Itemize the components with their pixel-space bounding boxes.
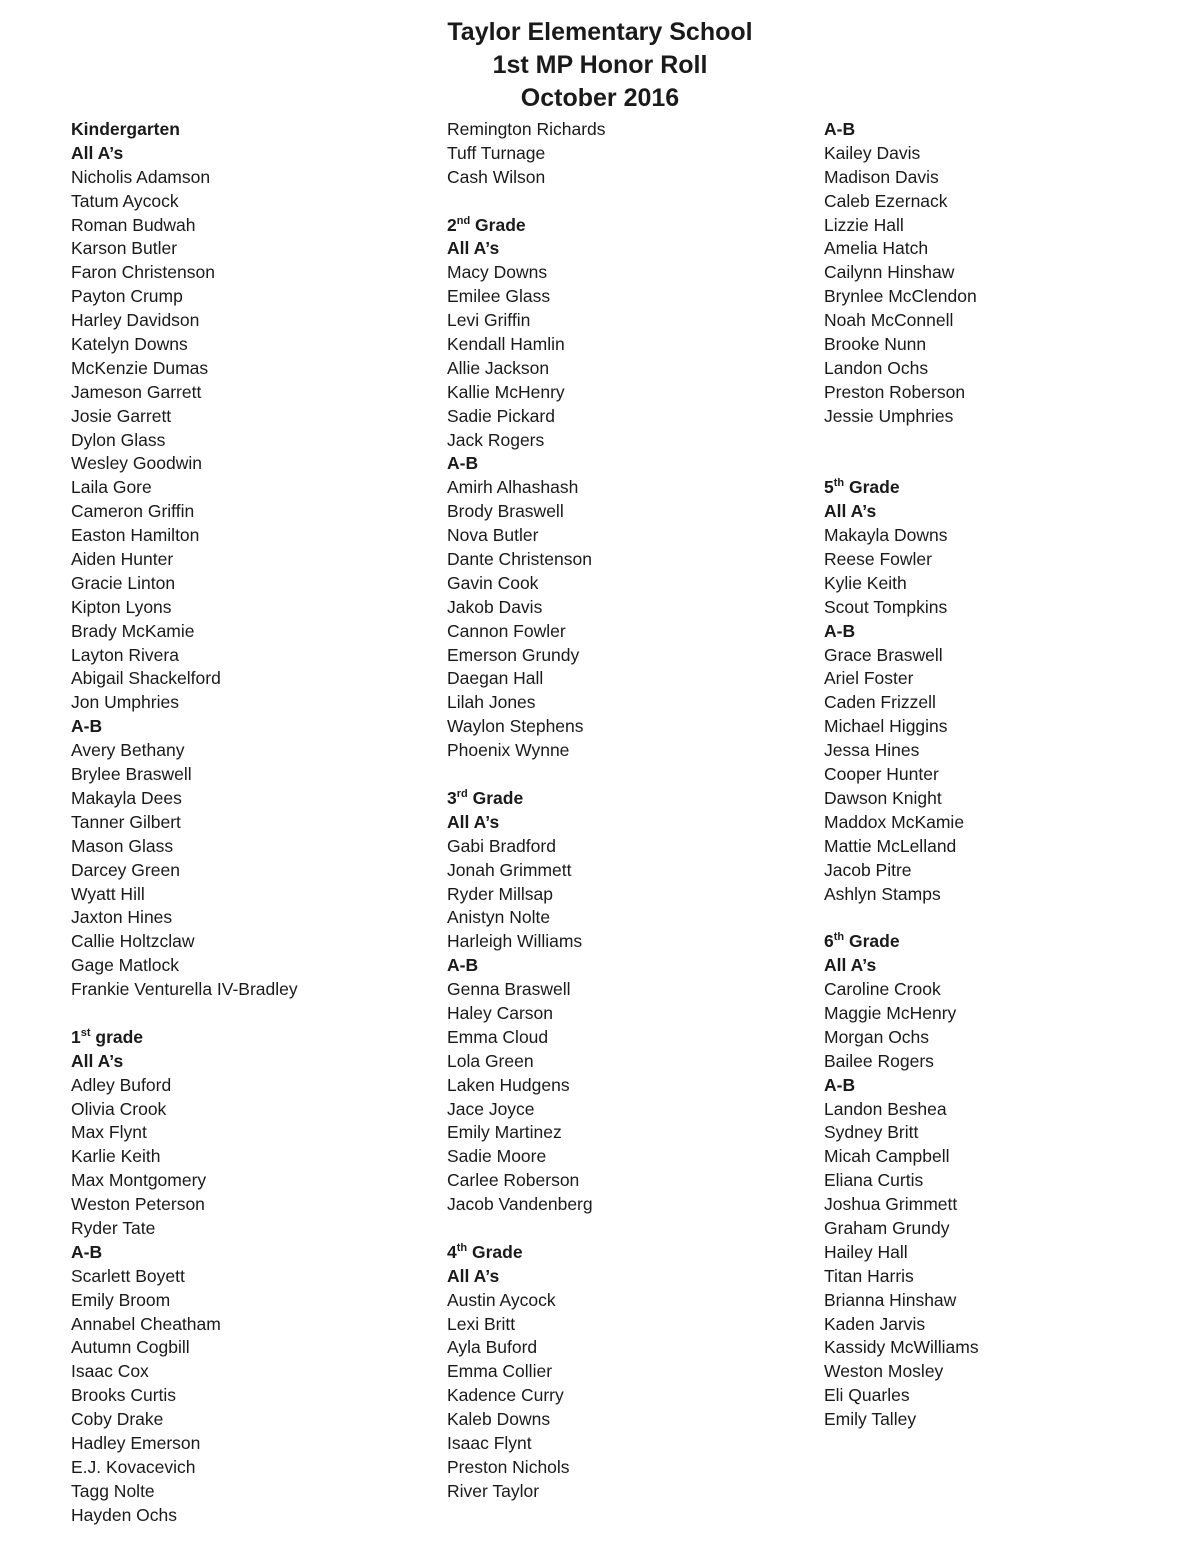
student-name: Waylon Stephens (447, 716, 584, 737)
student-name: Cooper Hunter (824, 764, 939, 785)
student-name: Wyatt Hill (71, 883, 145, 904)
student-name: Hailey Hall (824, 1241, 908, 1262)
student-name: Emma Cloud (447, 1026, 549, 1047)
student-name: McKenzie Dumas (71, 357, 209, 378)
student-name: Isaac Flynt (447, 1432, 532, 1453)
student-name: Layton Rivera (71, 644, 179, 665)
student-name: Mattie McLelland (824, 835, 957, 856)
section-heading: All A’s (447, 238, 500, 259)
honor-roll-column-3 (824, 118, 1164, 1432)
section-heading: All A’s (71, 142, 124, 163)
document-date: October 2016 (520, 84, 680, 112)
student-name: Laila Gore (71, 477, 152, 498)
student-name: Adley Buford (71, 1074, 172, 1095)
grade-number: 3 (447, 787, 457, 808)
student-name: Easton Hamilton (71, 525, 200, 546)
student-name: Brooks Curtis (71, 1385, 177, 1406)
grade-word: Grade (844, 477, 900, 498)
grade-ordinal-suffix: st (80, 1027, 91, 1040)
student-name: Caroline Crook (824, 979, 941, 1000)
student-name: Jonah Grimmett (447, 859, 572, 880)
student-name: Jakob Davis (447, 596, 543, 617)
student-name: Payton Crump (71, 286, 183, 307)
student-name: Ryder Millsap (447, 883, 553, 904)
student-name: Anistyn Nolte (447, 907, 551, 928)
student-name: Emily Talley (824, 1409, 917, 1430)
student-name: Scout Tompkins (824, 596, 948, 617)
document-header (0, 16, 1200, 115)
student-name: Kaleb Downs (447, 1409, 551, 1430)
blank-line (824, 906, 1164, 930)
section-heading: All A’s (447, 811, 500, 832)
section-heading: A-B (447, 955, 479, 976)
honor-roll-column-2 (447, 118, 787, 1504)
student-name: Gavin Cook (447, 572, 539, 593)
grade-number: 2 (447, 214, 457, 235)
student-name: Cameron Griffin (71, 501, 195, 522)
student-name: Remington Richards (447, 119, 606, 139)
student-name: Cailynn Hinshaw (824, 262, 955, 283)
student-name: Scarlett Boyett (71, 1265, 185, 1286)
student-name: Mason Glass (71, 835, 174, 856)
student-name: Dante Christenson (447, 549, 592, 570)
student-name: Reese Fowler (824, 549, 932, 570)
grade-heading (447, 214, 787, 238)
section-heading: All A’s (71, 1050, 124, 1071)
section-heading: Kindergarten (71, 119, 180, 139)
student-name: Jacob Vandenberg (447, 1194, 593, 1215)
student-name: Makayla Dees (71, 787, 182, 808)
student-name: Brady McKamie (71, 620, 195, 641)
student-name: Joshua Grimmett (824, 1194, 958, 1215)
student-name: Max Flynt (71, 1122, 147, 1143)
student-name: Weston Peterson (71, 1194, 205, 1215)
student-name: Ashlyn Stamps (824, 883, 941, 904)
student-name: Hadley Emerson (71, 1432, 201, 1453)
student-name: Nova Butler (447, 525, 539, 546)
student-name: Dylon Glass (71, 429, 166, 450)
student-name: Amirh Alhashash (447, 477, 579, 498)
grade-word: Grade (467, 1241, 523, 1262)
grade-number: 4 (447, 1241, 457, 1262)
student-name: Eli Quarles (824, 1385, 910, 1406)
student-name: Graham Grundy (824, 1217, 950, 1238)
student-name: Aiden Hunter (71, 549, 174, 570)
grade-ordinal-suffix: th (456, 1242, 468, 1255)
student-name: Allie Jackson (447, 357, 550, 378)
grade-heading (824, 930, 1164, 954)
student-name: Preston Nichols (447, 1456, 570, 1477)
student-name: Avery Bethany (71, 740, 185, 761)
student-name: Roman Budwah (71, 214, 196, 235)
grade-heading (824, 476, 1164, 500)
student-name: Daegan Hall (447, 668, 544, 689)
student-name: Wesley Goodwin (71, 453, 202, 474)
student-name: Olivia Crook (71, 1098, 167, 1119)
student-name: Coby Drake (71, 1409, 164, 1430)
student-name: Caden Frizzell (824, 692, 936, 713)
student-name: Phoenix Wynne (447, 740, 570, 761)
student-name: Eliana Curtis (824, 1170, 924, 1191)
student-name: Jace Joyce (447, 1098, 535, 1119)
student-name: Kylie Keith (824, 572, 907, 593)
honor-roll-column-1 (71, 118, 411, 1528)
student-name: Ryder Tate (71, 1217, 156, 1238)
student-name: Brynlee McClendon (824, 286, 977, 307)
grade-number: 1 (71, 1026, 81, 1047)
grade-word: Grade (470, 214, 526, 235)
student-name: Harley Davidson (71, 310, 200, 331)
student-name: Frankie Venturella IV-Bradley (71, 979, 298, 1000)
student-name: Sydney Britt (824, 1122, 919, 1143)
section-heading: All A’s (824, 501, 877, 522)
student-name: Ariel Foster (824, 668, 914, 689)
student-name: Sadie Pickard (447, 405, 555, 426)
document-title: 1st MP Honor Roll (492, 51, 708, 79)
blank-line (447, 763, 787, 787)
student-name: River Taylor (447, 1480, 540, 1501)
student-name: Josie Garrett (71, 405, 172, 426)
student-name: Noah McConnell (824, 310, 954, 331)
student-name: E.J. Kovacevich (71, 1456, 196, 1477)
student-name: Micah Campbell (824, 1146, 950, 1167)
student-name: Tanner Gilbert (71, 811, 181, 832)
section-heading: A-B (824, 119, 856, 139)
student-name: Brylee Braswell (71, 764, 192, 785)
student-name: Annabel Cheatham (71, 1313, 221, 1334)
student-name: Brody Braswell (447, 501, 564, 522)
student-name: Amelia Hatch (824, 238, 929, 259)
grade-ordinal-suffix: th (833, 477, 845, 490)
student-name: Brianna Hinshaw (824, 1289, 957, 1310)
student-name: Levi Griffin (447, 310, 531, 331)
student-name: Jessie Umphries (824, 405, 954, 426)
blank-line (447, 190, 787, 214)
blank-line (71, 1002, 411, 1026)
section-heading: A-B (71, 716, 103, 737)
student-name: Lola Green (447, 1050, 534, 1071)
student-name: Sadie Moore (447, 1146, 547, 1167)
blank-line (824, 429, 1164, 453)
student-name: Maggie McHenry (824, 1002, 957, 1023)
blank-line (824, 452, 1164, 476)
student-name: Bailee Rogers (824, 1050, 934, 1071)
student-name: Karson Butler (71, 238, 178, 259)
blank-line (447, 1217, 787, 1241)
student-name: Katelyn Downs (71, 334, 188, 355)
student-name: Kailey Davis (824, 142, 921, 163)
student-name: Jessa Hines (824, 740, 920, 761)
student-name: Max Montgomery (71, 1170, 207, 1191)
student-name: Michael Higgins (824, 716, 948, 737)
student-name: Jameson Garrett (71, 381, 202, 402)
student-name: Cash Wilson (447, 166, 546, 187)
student-name: Faron Christenson (71, 262, 215, 283)
student-name: Maddox McKamie (824, 811, 965, 832)
student-name: Landon Ochs (824, 357, 929, 378)
student-name: Titan Harris (824, 1265, 914, 1286)
student-name: Harleigh Williams (447, 931, 583, 952)
student-name: Emily Broom (71, 1289, 171, 1310)
student-name: Lizzie Hall (824, 214, 904, 235)
student-name: Kadence Curry (447, 1385, 564, 1406)
section-heading: All A’s (824, 955, 877, 976)
student-name: Emma Collier (447, 1361, 553, 1382)
student-name: Gracie Linton (71, 572, 176, 593)
student-name: Haley Carson (447, 1002, 554, 1023)
student-name: Cannon Fowler (447, 620, 566, 641)
section-heading: A-B (824, 1074, 856, 1095)
student-name: Nicholis Adamson (71, 166, 211, 187)
student-name: Lexi Britt (447, 1313, 516, 1334)
student-name: Jon Umphries (71, 692, 179, 713)
grade-word: Grade (467, 787, 524, 808)
student-name: Kendall Hamlin (447, 334, 565, 355)
student-name: Isaac Cox (71, 1361, 149, 1382)
school-name: Taylor Elementary School (447, 18, 753, 46)
section-heading: A-B (447, 453, 479, 474)
student-name: Jaxton Hines (71, 907, 173, 928)
student-name: Kassidy McWilliams (824, 1337, 979, 1358)
student-name: Morgan Ochs (824, 1026, 930, 1047)
student-name: Weston Mosley (824, 1361, 944, 1382)
student-name: Macy Downs (447, 262, 548, 283)
grade-heading (447, 787, 787, 811)
student-name: Tuff Turnage (447, 142, 546, 163)
student-name: Hayden Ochs (71, 1504, 178, 1525)
grade-number: 6 (824, 931, 834, 952)
student-name: Karlie Keith (71, 1146, 161, 1167)
section-heading: All A’s (447, 1265, 500, 1286)
grade-ordinal-suffix: th (833, 931, 845, 944)
student-name: Emily Martinez (447, 1122, 562, 1143)
student-name: Caleb Ezernack (824, 190, 948, 211)
student-name: Kallie McHenry (447, 381, 565, 402)
student-name: Darcey Green (71, 859, 180, 880)
student-name: Kipton Lyons (71, 596, 172, 617)
student-name: Jacob Pitre (824, 859, 912, 880)
student-name: Tagg Nolte (71, 1480, 155, 1501)
student-name: Lilah Jones (447, 692, 536, 713)
student-name: Laken Hudgens (447, 1074, 570, 1095)
student-name: Landon Beshea (824, 1098, 947, 1119)
student-name: Austin Aycock (447, 1289, 556, 1310)
student-name: Emerson Grundy (447, 644, 580, 665)
student-name: Autumn Cogbill (71, 1337, 190, 1358)
student-name: Callie Holtzclaw (71, 931, 195, 952)
student-name: Ayla Buford (447, 1337, 538, 1358)
student-name: Abigail Shackelford (71, 668, 221, 689)
student-name: Gage Matlock (71, 955, 179, 976)
section-heading: A-B (71, 1241, 103, 1262)
student-name: Tatum Aycock (71, 190, 179, 211)
grade-word: Grade (844, 931, 900, 952)
section-heading: A-B (824, 620, 856, 641)
grade-ordinal-suffix: nd (456, 214, 471, 227)
student-name: Genna Braswell (447, 979, 571, 1000)
grade-heading (71, 1026, 411, 1050)
grade-ordinal-suffix: rd (456, 788, 468, 801)
student-name: Jack Rogers (447, 429, 545, 450)
student-name: Makayla Downs (824, 525, 948, 546)
student-name: Emilee Glass (447, 286, 551, 307)
student-name: Brooke Nunn (824, 334, 927, 355)
student-name: Gabi Bradford (447, 835, 556, 856)
student-name: Preston Roberson (824, 381, 966, 402)
grade-heading (447, 1241, 787, 1265)
student-name: Grace Braswell (824, 644, 943, 665)
grade-word: grade (90, 1026, 144, 1047)
student-name: Kaden Jarvis (824, 1313, 926, 1334)
student-name: Carlee Roberson (447, 1170, 580, 1191)
grade-number: 5 (824, 477, 834, 498)
student-name: Dawson Knight (824, 787, 942, 808)
student-name: Madison Davis (824, 166, 939, 187)
